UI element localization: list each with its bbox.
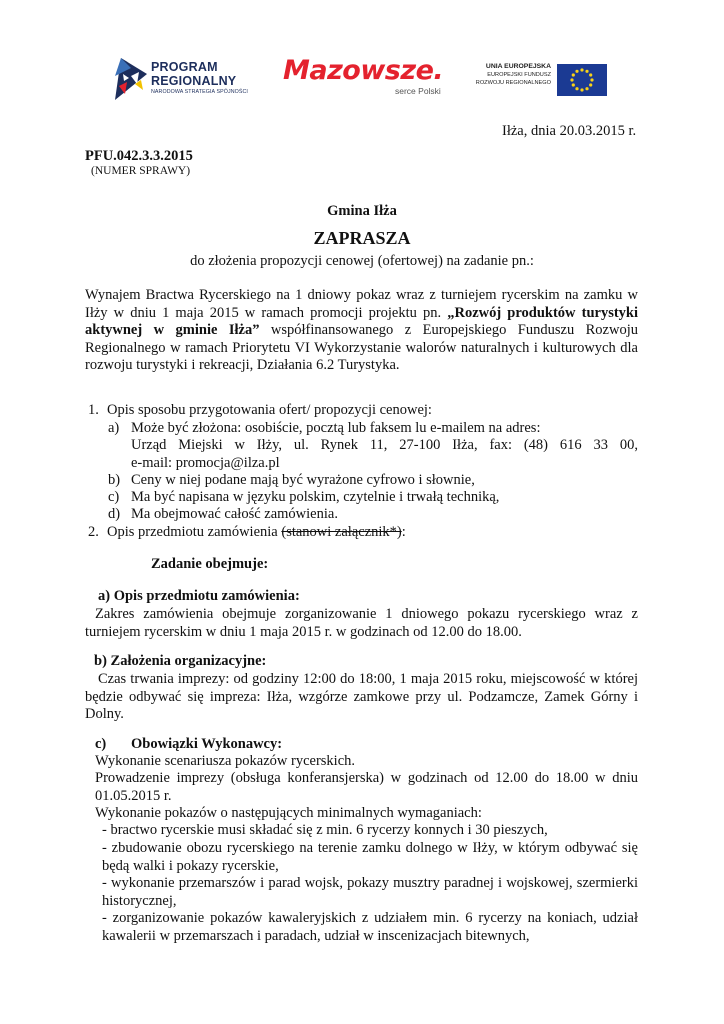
mazowsze-wordmark: Mazowsze.: [283, 55, 444, 86]
requirement-item: - wykonanie przemarszów i parad wojsk, pokazy musztry paradnej i wojskowej, szermierki historycznej,: [102, 875, 638, 909]
requirement-item: - zorganizowanie pokazów kawaleryjskich z udziałem min. 6 rycerzy na koniach, udział kawalerii w przemarszach i paradach, udział w inscenizacjach bitewnych,: [102, 910, 638, 944]
mazowsze-tagline: serce Polski: [395, 86, 441, 96]
list-item-2-text: Opis przedmiotu zamówienia: [107, 524, 278, 540]
sub-letter: a): [108, 420, 120, 436]
task-heading-text: Zadanie obejmuje:: [151, 556, 269, 572]
sub-item-d: Ma obejmować całość zamówienia.: [131, 506, 338, 522]
page-title: ZAPRASZA: [313, 228, 411, 248]
sub-letter: d): [108, 506, 121, 522]
intro-text: Wynajem Bractwa Rycerskiego na 1 dniowy pokaz wraz z turniejem rycerskim na zamku w Iłży w dniu 1 maja 2015 w ramach promocji projektu pn.: [85, 287, 638, 321]
program-regionalny-emblem-icon: [113, 54, 149, 102]
program-line: PROGRAM: [151, 60, 218, 74]
section-c-heading: [131, 736, 282, 754]
sub-letter: b): [108, 472, 121, 488]
section-a-heading: [98, 588, 300, 606]
list-number: 1.: [88, 402, 99, 418]
duty-line: Wykonanie scenariusza pokazów rycerskich.: [95, 753, 356, 769]
eu-flag-icon: [557, 64, 607, 96]
requirement-item: - zbudowanie obozu rycerskiego na terenie zamku dolnego w Iłży, w którym odbywać się będą walki i pokazy rycerskie,: [102, 840, 638, 874]
struck-attachment-note: (stanowi załącznik*): [281, 524, 402, 540]
issuer: [0, 203, 724, 221]
eu-fund-line1: EUROPEJSKI FUNDUSZ: [487, 72, 551, 78]
section-c-letter: [95, 736, 106, 754]
list-item-2: [107, 524, 406, 542]
intro-text-rest: współfinansowanego z Europejskiego Funduszu Rozwoju Regionalnego w ramach Priorytetu VI Wykorzystanie walorów naturalnych i kulturowych dla rozwoju turystyki i rekreacji, Działania 6.2 Turystyka.: [85, 322, 638, 373]
section-c-title: Obowiązki Wykonawcy:: [131, 736, 283, 752]
duty-line: Prowadzenie imprezy (obsługa konferansjerska) w godzinach od 12.00 do 18.00 w dniu 01.05.2015 r.: [95, 770, 638, 804]
strategy-line: NARODOWA STRATEGIA SPÓJNOŚCI: [151, 89, 248, 95]
list-item-2-colon: :: [401, 524, 406, 540]
section-b-heading: [94, 653, 266, 671]
section-b-title: b) Założenia organizacyjne:: [94, 653, 267, 669]
sub-item-c: Ma być napisana w języku polskim, czytelnie i trwałą techniką,: [131, 489, 500, 505]
program-regionalny-logo: [113, 54, 273, 104]
eu-name: UNIA EUROPEJSKA: [485, 63, 551, 70]
section-a-title: a) Opis przedmiotu zamówienia:: [98, 588, 300, 604]
section-b-body: Czas trwania imprezy: od godziny 12:00 do 18:00, 1 maja 2015 roku, miejscowość w której będzie odbywać się impreza: Iłża, wzgórze zamkowe przy ul. Podzamcze, Zamek Górny i Dolny.: [85, 671, 638, 722]
case-number: [85, 148, 193, 166]
case-label: (NUMER SPRAWY): [91, 165, 191, 177]
requirement-item: - bractwo rycerskie musi składać się z min. 6 rycerzy konnych i 30 pieszych,: [102, 822, 548, 838]
issuer-name: Gmina Iłża: [327, 203, 397, 219]
section-a-body: Zakres zamówienia obejmuje zorganizowanie 1 dniowego pokazu rycerskiego wraz z turniejem rycerskim w dniu 1 maja 2015 r. w godzinach od 12.00 do 18.00.: [85, 606, 638, 640]
regionalny-line: REGIONALNY: [151, 74, 237, 88]
project-name: „Rozwój produktów turystyki aktywnej w gminie Iłża”: [85, 304, 639, 338]
task-heading: [151, 556, 268, 574]
address-line: Urząd Miejski w Iłży, ul. Rynek 11, 27-100 Iłża, fax: (48) 616 33 00,: [131, 437, 638, 453]
intro-paragraph: [85, 287, 638, 375]
eu-fund-line2: ROZWOJU REGIONALNEGO: [475, 80, 551, 86]
mazowsze-logo: [283, 55, 453, 101]
sub-letter: c): [108, 489, 120, 505]
sub-item-b: Ceny w niej podane mają być wyrażone cyfrowo i słownie,: [131, 472, 475, 488]
section-c-num: c): [95, 736, 107, 752]
sub-item-a: Może być złożona: osobiście, pocztą lub faksem lu e-mailem na adres:: [131, 420, 541, 436]
place-date: Iłża, dnia 20.03.2015 r.: [502, 123, 637, 139]
duty-line: Wykonanie pokazów o następujących minimalnych wymaganiach:: [95, 805, 482, 821]
email-line: e-mail: promocja@ilza.pl: [131, 455, 280, 471]
subheading: do złożenia propozycji cenowej (ofertowej) na zadanie pn.:: [190, 253, 534, 269]
list-number: 2.: [88, 524, 99, 540]
case-number-value: PFU.042.3.3.2015: [85, 148, 193, 164]
eu-logo: [468, 62, 608, 98]
list-item-1: Opis sposobu przygotowania ofert/ propozycji cenowej:: [107, 402, 432, 418]
